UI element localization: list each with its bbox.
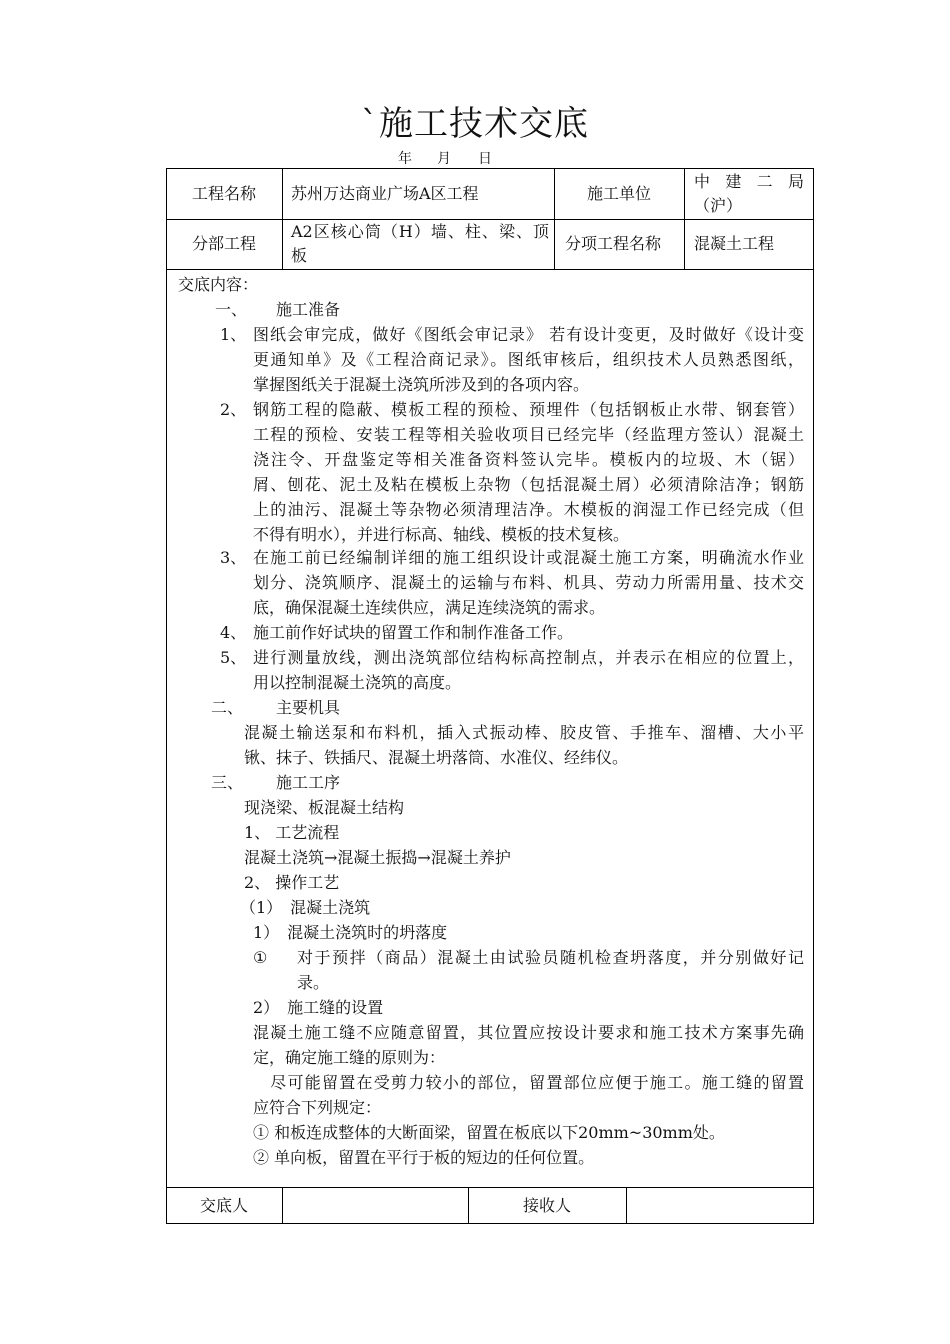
item-number: 4、	[220, 623, 247, 642]
section-2-body	[244, 720, 804, 770]
document-title: `施工技术交底	[361, 104, 589, 144]
rule-2: ② 单向板，留置在平行于板的短边的任何位置。	[253, 1148, 595, 1167]
circle-number: ①	[253, 948, 268, 967]
item-line: 用以控制混凝土浇筑的高度。	[253, 673, 462, 692]
contractor-value	[694, 170, 804, 218]
content-heading: 交底内容：	[178, 275, 259, 294]
contractor-value-line1: 中 建 二 局	[694, 172, 804, 191]
construction-joint-heading: 2） 施工缝的设置	[253, 998, 384, 1017]
rule-1: ① 和板连成整体的大断面梁，留置在板底以下20mm~30mm处。	[253, 1123, 725, 1142]
contractor-value-line2: （沪）	[694, 196, 743, 215]
item-line: 不得有明水），并进行标高、轴线、模板的技术复核。	[253, 525, 630, 544]
item-line: 工程的预检、安装工程等相关验收项目已经完毕（经监理方签认）混凝土	[253, 425, 804, 444]
body-line: 录。	[297, 973, 330, 992]
item-line: 施工前作好试块的留置工作和制作准备工作。	[253, 623, 574, 642]
section-1-title: 施工准备	[276, 300, 341, 319]
project-name-label: 工程名称	[191, 184, 256, 203]
date-day: 日	[478, 151, 492, 167]
project-name-value: 苏州万达商业广场A区工程	[291, 184, 479, 203]
section-3-number: 三、	[211, 773, 244, 792]
slump-check-text	[297, 945, 804, 995]
slump-heading: 1） 混凝土浇筑时的坍落度	[253, 923, 448, 942]
item-line: 掌握图纸关于混凝土浇筑所涉及到的各项内容。	[253, 375, 590, 394]
item-line: 底，确保混凝土连续供应，满足连续浇筑的需求。	[253, 598, 606, 617]
subitem-label: 分项工程名称	[565, 234, 662, 253]
section-3-title: 施工工序	[276, 773, 341, 792]
item-number: 5、	[220, 648, 247, 667]
body-line: 对于预拌（商品）混凝土由试验员随机检查坍落度，并分别做好记	[297, 948, 804, 967]
item-line: 钢筋工程的隐蔽、模板工程的预检、预埋件（包括钢板止水带、钢套管）	[253, 400, 804, 419]
construction-joint-principle	[253, 1070, 804, 1120]
item-line: 更通知单》及《工程洽商记录》。图纸审核后，组织技术人员熟悉图纸，	[253, 350, 804, 369]
process-flow-heading: 1、 工艺流程	[244, 823, 340, 842]
item-number: 3、	[220, 548, 247, 567]
handover-label: 交底人	[199, 1196, 248, 1215]
body-line: 混凝土输送泵和布料机，插入式振动棒、胶皮管、手推车、溜槽、大小平	[244, 723, 804, 742]
section-1-number: 一、	[215, 300, 248, 319]
body-line: 锹、抹子、铁插尺、混凝土坍落筒、水准仪、经纬仪。	[244, 748, 629, 767]
division-label: 分部工程	[191, 234, 256, 253]
pouring-heading: （1） 混凝土浇筑	[240, 898, 371, 917]
operation-heading: 2、 操作工艺	[244, 873, 340, 892]
item-line: 划分、浇筑顺序、混凝土的运输与布料、机具、劳动力所需用量、技术交	[253, 573, 804, 592]
section-2-title: 主要机具	[276, 698, 341, 717]
process-flow: 混凝土浇筑→混凝土振捣→混凝土养护	[244, 848, 511, 867]
date-year: 年	[398, 151, 412, 167]
receiver-label: 接收人	[522, 1196, 571, 1215]
section-2-number: 二、	[211, 698, 244, 717]
date-month: 月	[437, 151, 451, 167]
contractor-label: 施工单位	[586, 184, 651, 203]
body-line: 尽可能留置在受剪力较小的部位，留置部位应便于施工。施工缝的留置	[253, 1073, 804, 1092]
item-number: 1、	[220, 325, 247, 344]
division-value-line2: 板	[291, 246, 308, 265]
subitem-value: 混凝土工程	[694, 234, 775, 253]
body-line: 应符合下列规定：	[253, 1098, 382, 1117]
construction-joint-text	[253, 1020, 804, 1070]
item-number: 2、	[220, 400, 247, 419]
body-line: 定，确定施工缝的原则为：	[253, 1048, 446, 1067]
item-line: 在施工前已经编制详细的施工组织设计或混凝土施工方案，明确流水作业	[253, 548, 804, 567]
division-value-line1: A2区核心筒（H）墙、柱、梁、顶	[291, 222, 549, 241]
item-line: 图纸会审完成，做好《图纸会审记录》 若有设计变更，及时做好《设计变	[253, 325, 804, 344]
division-value	[291, 220, 549, 268]
item-line: 浇注令、开盘鉴定等相关准备资料签认完毕。模板内的垃圾、木（锯）	[253, 450, 804, 469]
item-line: 上的油污、混凝土等杂物必须清理洁净。木模板的润湿工作已经完成（但	[253, 500, 804, 519]
section-3-subtitle: 现浇梁、板混凝土结构	[244, 798, 405, 817]
item-line: 进行测量放线，测出浇筑部位结构标高控制点，并表示在相应的位置上，	[253, 648, 804, 667]
item-line: 屑、刨花、泥土及粘在模板上杂物（包括混凝土屑）必须清除洁净；钢筋	[253, 475, 804, 494]
body-line: 混凝土施工缝不应随意留置，其位置应按设计要求和施工技术方案事先确	[253, 1023, 804, 1042]
